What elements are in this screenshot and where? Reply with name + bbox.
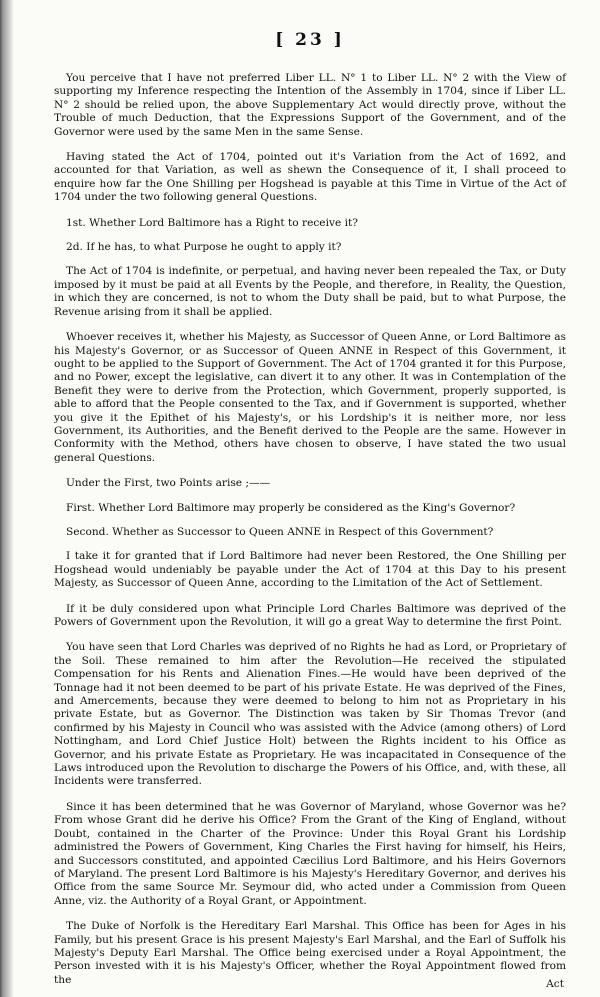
question-first: 1st. Whether Lord Baltimore has a Right to receive it? bbox=[66, 216, 358, 229]
catchword: Act bbox=[546, 978, 564, 990]
paragraph-act-1704: Having stated the Act of 1704, pointed out it's Variation from the Act of 1692, and accounted for that Variation, as well as shewn the Consequence of it, I shall proceed to enquire how far the One Shilling per Hogshead is payable at this Time in Virtue of the Act of 1704 under the two following general Questions. bbox=[54, 151, 566, 204]
paragraph-whoever: Whoever receives it, whether his Majesty, as Successor of Queen Anne, or Lord Baltimore as his Majesty's Governor, or as Successor of Queen ANNE in Respect of this Government, it ought to be applied to the Support of Government. The Act of 1704 granted it for this Purpose, and no Power, except the legislative, can divert it to any other. It was in Contemplation of the Benefit they were to derive from the Protection, which Government, properly supported, is able to afford that the People consented to the Tax, and if Government is supported, whether you give it the Epithet of his Majesty's, or his Lordship's it is neither more, nor less Government, its Authorities, and the Benefit derived to the People are the same. However in Conformity with the Method, others have chosen to observe, I have stated the two usual general Questions. bbox=[54, 331, 566, 464]
paragraph-first-points: Under the First, two Points arise ;—— bbox=[66, 477, 271, 490]
paragraph-granted: I take it for granted that if Lord Baltimore had never been Restored, the One Shilling per Hogshead would undeniably be payable under the Act of 1704 at this Day to his present Majesty, as Successor of Queen Anne, according to the Limitation of the Act of Settlement. bbox=[54, 550, 566, 590]
paragraph-lord-charles: You have seen that Lord Charles was deprived of no Rights he had as Lord, or Proprietary of the Soil. These remained to him after the Revolution—He received the stipulated Compensation for his Rents and Alienation Fines.—He would have been deprived of the Tonnage had it not been deemed to be part of his private Estate. He was deprived of the Fines, and Amercements, because they were deemed to belong to him not as Proprietary in his private Estate, but as Governor. The Distinction was taken by Sir Thomas Trevor (and confirmed by his Majesty in Council who was assisted with the Advice (among others) of Lord Nottingham, and Lord Chief Justice Holt) between the Rights incident to his Office as Governor, and his private Estate as Proprietary. He was incapacitated in Consequence of the Laws introduced upon the Revolution to discharge the Powers of his Office, and, with these, all Incidents were transferred. bbox=[54, 641, 566, 788]
question-second: 2d. If he has, to what Purpose he ought to apply it? bbox=[66, 241, 342, 254]
paragraph-indefinite: The Act of 1704 is indefinite, or perpetual, and having never been repealed the Tax, or Duty imposed by it must be paid at all Events by the People, and therefore, in Reality, the Question, in which they are concerned, is not to whom the Duty shall be paid, but to what Purpose, the Revenue arising from it shall be applied. bbox=[54, 265, 566, 318]
paragraph-considered: If it be duly considered upon what Principle Lord Charles Baltimore was deprived of the Powers of Government upon the Revolution, it will go a great Way to determine the first Point. bbox=[54, 602, 566, 628]
page-number: [ 23 ] bbox=[275, 30, 345, 50]
point-first: First. Whether Lord Baltimore may properly be considered as the King's Governor? bbox=[66, 501, 516, 514]
paragraph-norfolk: The Duke of Norfolk is the Hereditary Earl Marshal. This Office has been for Ages in his Family, but his present Grace is his present Majesty's Earl Marshal, and the Earl of Suffolk his Majesty's Deputy Earl Marshal. The Office being exercised under a Royal Appointment, the Person invested with it is his Majesty's Officer, whether the Royal Appointment flowed from the bbox=[54, 920, 566, 986]
paragraph-liber: You perceive that I have not preferred Liber LL. N° 1 to Liber LL. N° 2 with the View of supporting my Inference respecting the Intention of the Assembly in 1704, since if Liber LL. N° 2 should be relied upon, the above Supplementary Act would directly prove, without the Trouble of much Deduction, that the Expressions Support of the Government, and of the Governor were used by the same Men in the same Sense. bbox=[54, 72, 566, 138]
paragraph-since: Since it has been determined that he was Governor of Maryland, whose Governor was he? From whose Grant did he derive his Office? From the Grant of the King of England, without Doubt, contained in the Charter of the Province: Under this Royal Grant his Lordship administred the Powers of Government, King Charles the First having for himself, his Heirs, and Successors constituted, and appointed Cæcilius Lord Baltimore, and his Heirs Governors of Maryland. The present Lord Baltimore is his Majesty's Hereditary Governor, and derives his Office from the same Source Mr. Seymour did, who acted under a Commission from Queen Anne, viz. the Authority of a Royal Grant, or Appointment. bbox=[54, 800, 566, 907]
point-second: Second. Whether as Successor to Queen ANNE in Respect of this Government? bbox=[66, 525, 494, 538]
